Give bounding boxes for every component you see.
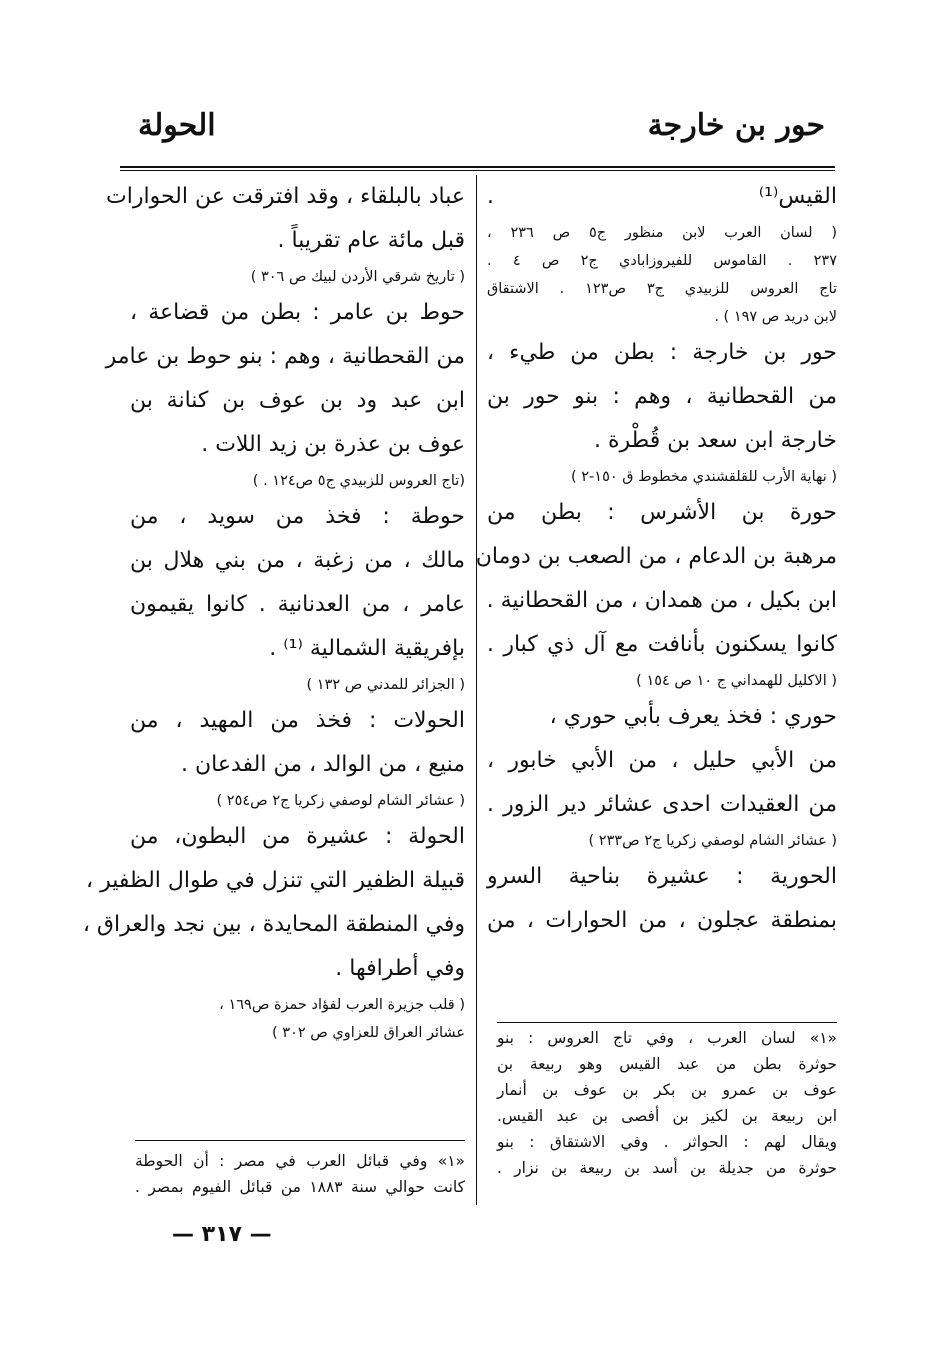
footnote-line: «١» لسان العرب ، وفي تاج العروس : بنو bbox=[497, 1029, 837, 1047]
text-line: عوف بن عذرة بن زيد اللات . bbox=[201, 432, 465, 457]
text-line: وفي أطرافها . bbox=[335, 956, 465, 981]
text-line: مرهبة بن الدعام ، من الصعب بن دومان bbox=[475, 544, 837, 569]
reference-line: لابن دريد ص ١٩٧ ) . bbox=[714, 309, 837, 325]
text-line: خارجة ابن سعد بن قُطْرة . bbox=[594, 428, 837, 453]
text-line: مالك ، من زغبة ، من بني هلال بن bbox=[130, 548, 465, 573]
reference-line: ( الاكليل للهمداني ج ١٠ ص ١٥٤ ) bbox=[636, 673, 837, 689]
reference-line: تاج العروس للزبيدي ج٣ ص١٢٣ . الاشتقاق bbox=[487, 281, 838, 297]
text-line: كانوا يسكنون بأنافت مع آل ذي كبار . bbox=[487, 632, 837, 657]
text-line: حوط بن عامر : بطن من قضاعة ، bbox=[130, 300, 465, 325]
text-line: ابن بكيل ، من همدان ، من القحطانية . bbox=[486, 588, 837, 613]
reference-line: ( نهاية الأرب للقلقشندي مخطوط ق ١٥٠-٢ ) bbox=[570, 469, 837, 485]
text-line: قبل مائة عام تقريباً . bbox=[277, 228, 465, 253]
text-line: القيس⁽¹⁾ . bbox=[487, 184, 837, 209]
reference-line: عشائر العراق للعزاوي ص ٣٠٢ ) bbox=[272, 1025, 465, 1041]
column-separator bbox=[476, 175, 477, 1205]
reference-line: ( عشائر الشام لوصفي زكريا ج٢ ص٢٥٤ ) bbox=[216, 793, 465, 809]
text-line: بإفريقية الشمالية ⁽¹⁾ . bbox=[269, 636, 465, 661]
text-line: الحورية : عشيرة بناحية السرو bbox=[487, 864, 837, 889]
reference-line: (تاج العروس للزبيدي ج٥ ص١٢٤ . ) bbox=[252, 473, 465, 489]
footnote-rule-left bbox=[135, 1140, 465, 1141]
reference-line: ( تاريخ شرقي الأردن لبيك ص ٣٠٦ ) bbox=[250, 269, 465, 285]
text-line: حوطة : فخذ من سويد ، من bbox=[130, 504, 465, 529]
footnote-right bbox=[497, 1025, 837, 1181]
reference-line: ٢٣٧ . القاموس للفيروزابادي ج٢ ص ٤ . bbox=[487, 253, 837, 269]
text-line: الحولات : فخذ من المهيد ، من bbox=[130, 708, 465, 733]
text-line: من الأبي حليل ، من الأبي خابور ، bbox=[487, 748, 837, 773]
text-line: قبيلة الظفير التي تنزل في طوال الظفير ، bbox=[86, 868, 465, 893]
footnote-line: ابن ربيعة بن لكيز بن أفصى بن عبد القيس. bbox=[497, 1107, 837, 1125]
header-rule-thin bbox=[120, 170, 835, 171]
text-line: حوري : فخذ يعرف بأبي حوري ، bbox=[549, 704, 837, 729]
running-header-right: حور بن خارجة bbox=[647, 108, 825, 143]
text-line: من القحطانية ، وهم : بنو حور بن bbox=[487, 384, 837, 409]
header-rule bbox=[120, 166, 835, 168]
reference-line: ( عشائر الشام لوصفي زكريا ج٢ ص٢٣٣ ) bbox=[588, 833, 837, 849]
reference-line: ( لسان العرب لابن منظور ج٥ ص ٢٣٦ ، bbox=[487, 225, 838, 241]
footnote-rule-right bbox=[497, 1022, 837, 1023]
text-line: من القحطانية ، وهم : بنو حوط بن عامر bbox=[105, 344, 465, 369]
footnote-line: كانت حوالي سنة ١٨٨٣ من قبائل الفيوم بمصر . bbox=[135, 1178, 465, 1196]
text-line: حورة بن الأشرس : بطن من bbox=[487, 500, 837, 525]
reference-line: ( الجزائر للمدني ص ١٣٢ ) bbox=[306, 677, 465, 693]
footnote-line: عوف بن عمرو بن بكر بن عوف بن أنمار bbox=[497, 1081, 837, 1099]
text-line: عباد بالبلقاء ، وقد افترقت عن الحوارات bbox=[106, 184, 465, 209]
text-line: بمنطقة عجلون ، من الحوارات ، من bbox=[487, 908, 837, 933]
left-column bbox=[82, 175, 465, 1047]
footnote-line: حوثرة بطن من عبد القيس وهو ربيعة بن bbox=[497, 1055, 837, 1073]
text-line: عامر ، من العدنانية . كانوا يقيمون bbox=[130, 592, 465, 617]
text-line: حور بن خارجة : بطن من طيء ، bbox=[487, 340, 837, 365]
text-line: الحولة : عشيرة من البطون، من bbox=[130, 824, 465, 849]
page-number: — ٣١٧ — bbox=[172, 1222, 272, 1247]
footnote-line: حوثرة من جديلة بن أسد بن ربيعة بن نزار . bbox=[497, 1159, 837, 1177]
text-line: منيع ، من الوالد ، من الفدعان . bbox=[180, 752, 465, 777]
text-line: ابن عبد ود بن عوف بن كنانة بن bbox=[130, 388, 465, 413]
footnote-line: «١» وفي قبائل العرب في مصر : أن الحوطة bbox=[135, 1152, 465, 1170]
text-line: وفي المنطقة المحايدة ، بين نجد والعراق ، bbox=[82, 912, 465, 937]
footnote-line: ويقال لهم : الحواثر . وفي الاشتقاق : بنو bbox=[497, 1133, 837, 1151]
right-column bbox=[475, 175, 838, 943]
running-header-left: الحولة bbox=[138, 108, 216, 143]
text-line: من العقيدات احدى عشائر دير الزور . bbox=[487, 792, 837, 817]
footnote-left bbox=[135, 1148, 465, 1200]
reference-line: ( قلب جزيرة العرب لفؤاد حمزة ص١٦٩ ، bbox=[219, 997, 465, 1013]
